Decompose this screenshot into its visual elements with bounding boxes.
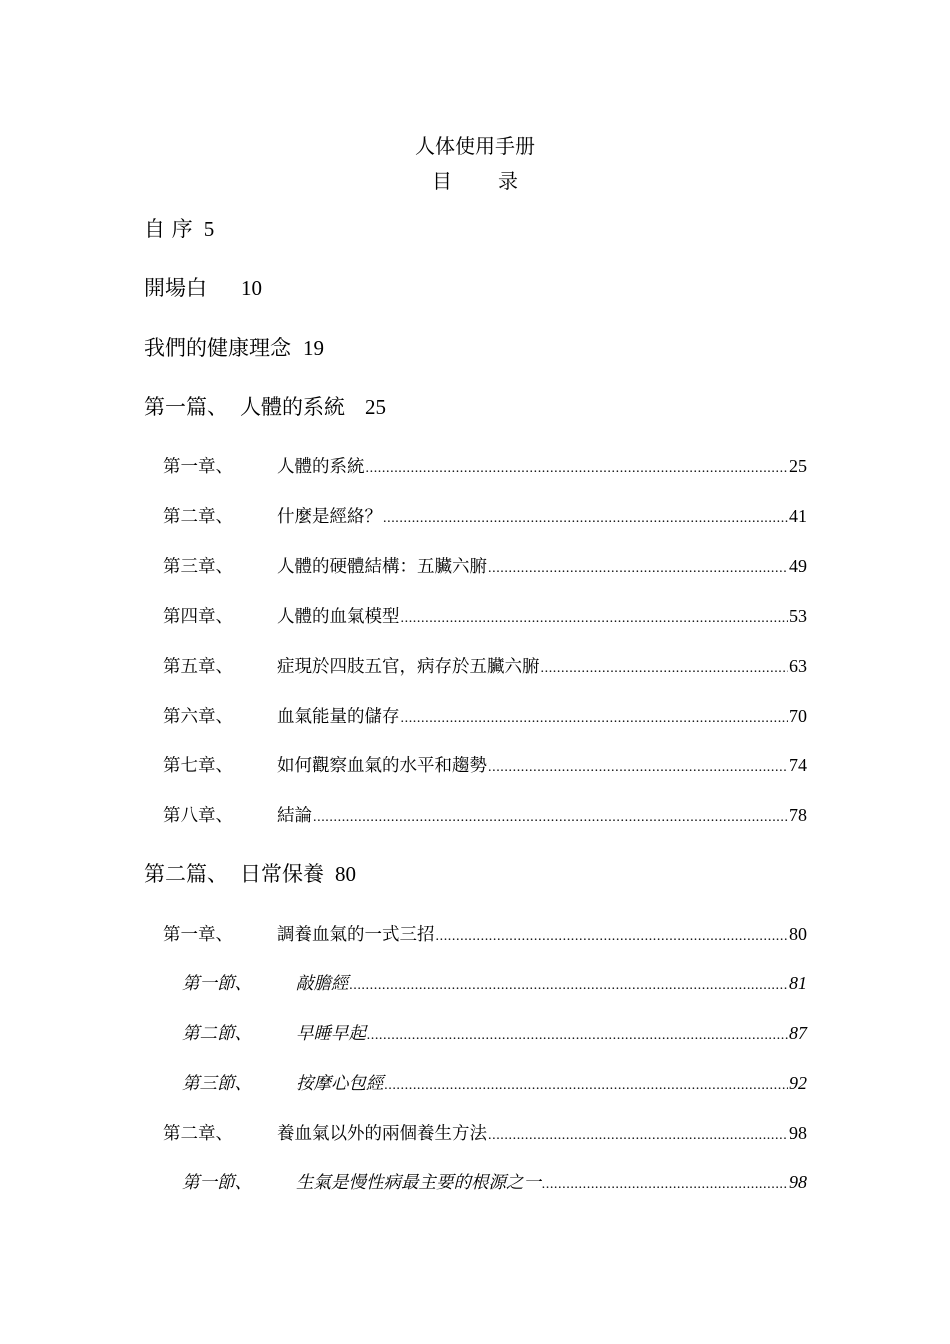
toc-chapter[interactable] [163,921,807,950]
toc-heading [0,167,950,195]
dot-leader [401,606,789,632]
toc-chapter-name: 什麼是經絡？ [277,507,382,527]
book-title: 人体使用手册 [415,134,535,158]
toc-section-label: 第三節、 [182,1074,252,1094]
toc-chapter[interactable] [163,553,807,582]
toc-chapter[interactable] [163,503,807,532]
toc-page-number: 5 [203,217,215,241]
toc-entry-label: 自 序 [144,217,193,241]
toc-chapter-name: 血氣能量的儲存 [277,707,400,727]
toc-page-number: 80 [335,862,356,886]
toc-part-name: 人體的系統 [240,395,345,419]
toc-entry-preface[interactable] [144,214,214,244]
toc-chapter-name: 人體的系統 [277,457,365,477]
toc-chapter[interactable] [163,603,807,632]
dot-leader [488,556,788,582]
toc-page-number: 49 [789,556,807,576]
toc-heading-char-2: 录 [498,169,518,193]
toc-chapter-label: 第六章、 [163,707,233,727]
toc-chapter[interactable] [163,703,807,732]
dot-leader [488,1123,788,1149]
toc-part-label: 第二篇、 [144,862,228,886]
toc-chapter-label: 第四章、 [163,607,233,627]
toc-chapter-name: 人體的硬體結構：五臟六腑 [277,557,487,577]
toc-chapter-label: 第五章、 [163,657,233,677]
toc-page-number: 87 [789,1023,807,1043]
toc-chapter-name: 調養血氣的一式三招 [277,925,435,945]
toc-chapter-label: 第七章、 [163,756,233,776]
toc-part-label: 第一篇、 [144,395,228,419]
toc-chapter-name: 症現於四肢五官，病存於五臟六腑 [277,657,540,677]
dot-leader [367,1023,788,1049]
dot-leader [542,1172,788,1198]
toc-page-number: 25 [789,456,807,476]
toc-entry-concept[interactable] [144,333,324,363]
toc-chapter[interactable] [163,453,807,482]
toc-section-name: 按摩心包經 [296,1074,384,1094]
toc-section-label: 第二節、 [182,1024,252,1044]
toc-entry-label: 開場白 [144,276,207,300]
dot-leader [541,656,789,682]
toc-page-number: 81 [789,973,807,993]
toc-page-number: 74 [789,755,807,775]
toc-page-number: 53 [789,606,807,626]
toc-section-name: 生氣是慢性病最主要的根源之一 [296,1173,541,1193]
toc-page-number: 25 [365,395,386,419]
dot-leader [488,755,788,781]
toc-page-number: 92 [789,1073,807,1093]
toc-chapter-name: 結論 [277,806,312,826]
toc-section-name: 敲膽經 [296,974,349,994]
toc-chapter-name: 人體的血氣模型 [277,607,400,627]
toc-part-1[interactable] [144,392,386,422]
toc-chapter-label: 第一章、 [163,457,233,477]
toc-part-2[interactable] [144,859,356,889]
toc-page-number: 41 [789,506,807,526]
toc-entry-opening[interactable] [144,273,262,303]
toc-page-number: 80 [789,924,807,944]
dot-leader [313,805,788,831]
toc-section[interactable] [182,1020,807,1049]
toc-chapter-label: 第二章、 [163,1124,233,1144]
toc-section-name: 早睡早起 [296,1024,366,1044]
toc-chapter[interactable] [163,653,807,682]
toc-section[interactable] [182,1169,807,1198]
toc-chapter[interactable] [163,802,807,831]
toc-chapter-label: 第一章、 [163,925,233,945]
toc-chapter-name: 如何觀察血氣的水平和趨勢 [277,756,487,776]
toc-section[interactable] [182,970,807,999]
toc-page-number: 63 [789,656,807,676]
toc-heading-char-1: 目 [432,169,452,193]
toc-section[interactable] [182,1070,807,1099]
dot-leader [383,506,788,532]
toc-section-label: 第一節、 [182,974,252,994]
toc-page-number: 19 [303,336,324,360]
toc-chapter-label: 第三章、 [163,557,233,577]
toc-page-number: 98 [789,1172,807,1192]
dot-leader [350,973,789,999]
toc-section-label: 第一節、 [182,1173,252,1193]
dot-leader [366,456,789,482]
toc-page-number: 70 [789,706,807,726]
toc-chapter[interactable] [163,752,807,781]
toc-part-name: 日常保養 [240,862,324,886]
toc-chapter[interactable] [163,1120,807,1149]
dot-leader [436,924,789,950]
toc-page-number: 10 [241,276,262,300]
toc-chapter-label: 第二章、 [163,507,233,527]
toc-chapter-name: 養血氣以外的兩個養生方法 [277,1124,487,1144]
toc-entry-label: 我們的健康理念 [144,336,291,360]
dot-leader [401,706,789,732]
toc-page-number: 78 [789,805,807,825]
toc-page-number: 98 [789,1123,807,1143]
dot-leader [385,1073,789,1099]
toc-chapter-label: 第八章、 [163,806,233,826]
